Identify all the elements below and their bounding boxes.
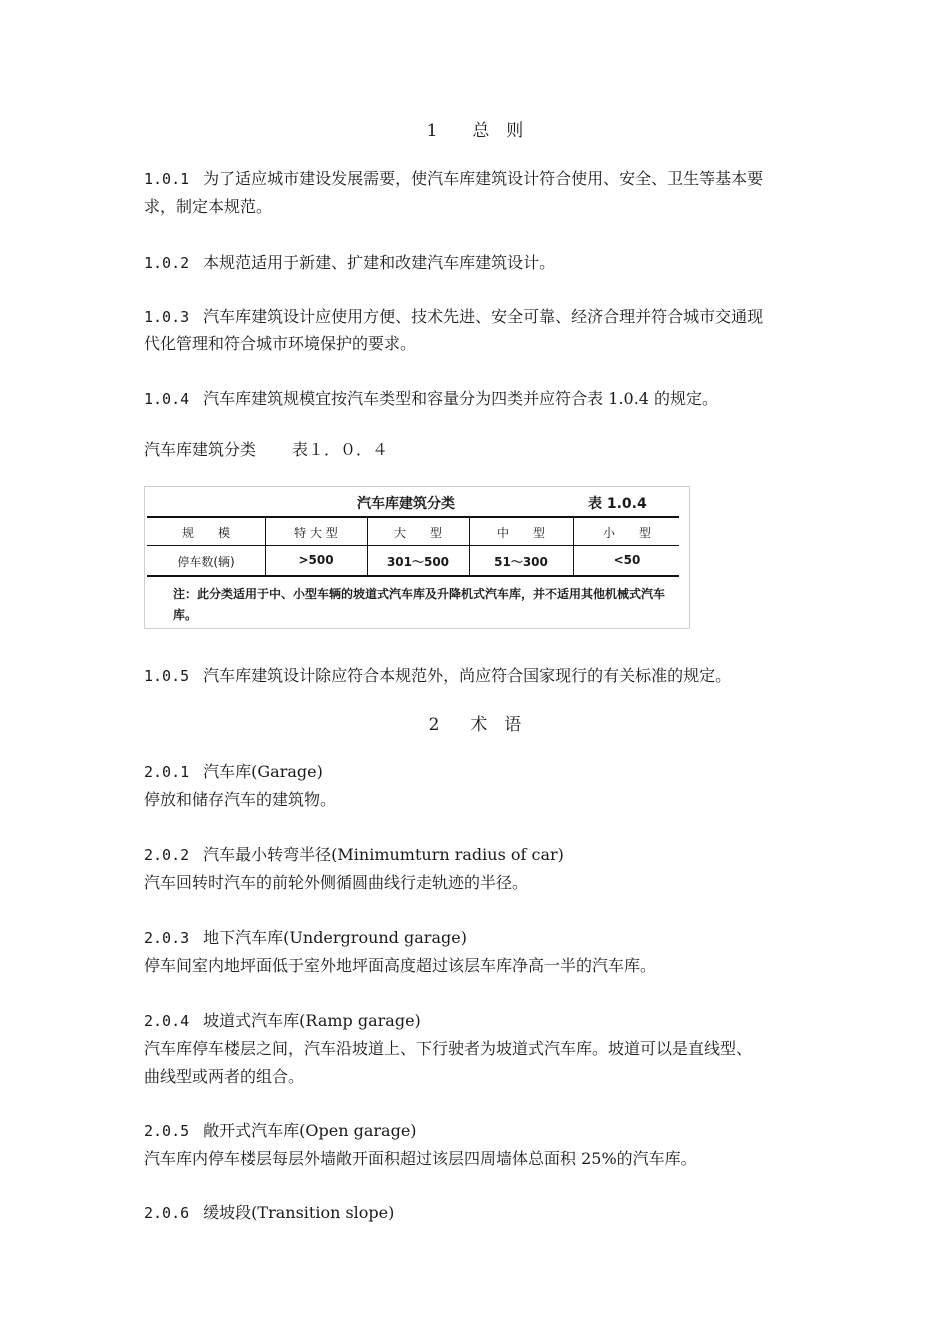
term-id: 2.0.4 (144, 1012, 190, 1030)
term-2-0-2 (144, 844, 564, 866)
clause-id: 1.0.2 (144, 254, 190, 272)
term-definition: 停车间室内地坪面低于室外地坪面高度超过该层车库净高一半的汽车库。 (144, 956, 657, 975)
clause-text: 汽车库建筑设计除应符合本规范外，尚应符合国家现行的有关标准的规定。 (203, 666, 732, 685)
term-definition-cont: 曲线型或两者的组合。 (144, 1067, 305, 1086)
term-id: 2.0.5 (144, 1122, 190, 1140)
term-2-0-3 (144, 927, 467, 949)
table-top-rule (147, 516, 679, 518)
table-header-cell: 小 型 (602, 526, 651, 540)
term-2-0-4 (144, 1010, 421, 1032)
table-col-divider (367, 517, 368, 575)
clause-id: 1.0.5 (144, 667, 190, 685)
table-col-divider (469, 517, 470, 575)
section-2-number: 2 (428, 715, 440, 735)
section-1-heading (0, 116, 950, 141)
clause-text: 为了适应城市建设发展需要，使汽车库建筑设计符合使用、安全、卫生等基本要 (203, 169, 764, 188)
clause-text: 本规范适用于新建、扩建和改建汽车库建筑设计。 (203, 253, 556, 272)
term-id: 2.0.1 (144, 763, 190, 781)
table-caption-text: 汽车库建筑分类 (144, 440, 257, 459)
table-data-cell: 停车数(辆) (177, 555, 235, 569)
clause-text: 汽车库建筑规模宜按汽车类型和容量分为四类并应符合表 1.0.4 的规定。 (203, 389, 719, 408)
table-data-cell: 301～500 (386, 555, 450, 569)
table-image-number: 表 1.0.4 (588, 496, 647, 512)
term-id: 2.0.6 (144, 1204, 190, 1222)
clause-text: 求，制定本规范。 (144, 197, 273, 216)
table-image-title: 汽车库建筑分类 (357, 496, 455, 512)
clause-id: 1.0.4 (144, 390, 190, 408)
clause-1-0-1-cont (144, 196, 272, 218)
term-name: 敞开式汽车库(Open garage) (203, 1121, 417, 1140)
term-2-0-5 (144, 1120, 417, 1142)
clause-text: 代化管理和符合城市环境保护的要求。 (144, 334, 417, 353)
table-middle-rule (147, 545, 679, 546)
section-2-heading (0, 710, 950, 735)
clause-id: 1.0.3 (144, 308, 190, 326)
classification-table-image (144, 486, 690, 629)
clause-1-0-3 (144, 306, 763, 328)
table-header-cell: 规 模 (181, 526, 230, 540)
table-col-divider (573, 517, 574, 575)
clause-1-0-4 (144, 388, 718, 410)
table-caption (144, 439, 388, 461)
term-2-0-1 (144, 761, 323, 783)
term-name: 汽车最小转弯半径(Minimumturn radius of car) (203, 845, 564, 864)
table-bottom-rule (147, 575, 679, 577)
term-id: 2.0.2 (144, 846, 190, 864)
table-data-cell: >500 (298, 553, 334, 567)
term-name: 汽车库(Garage) (203, 762, 323, 781)
term-definition: 停放和储存汽车的建筑物。 (144, 790, 337, 809)
section-2-title: 术 语 (470, 715, 522, 735)
section-1-title: 总 则 (472, 121, 524, 141)
table-header-cell: 特 大 型 (294, 526, 338, 540)
table-note: 注：此分类适用于中、小型车辆的坡道式汽车库及升降机式汽车库，并不适用其他机械式汽车库。 (173, 587, 666, 622)
clause-1-0-3-cont (144, 333, 416, 355)
term-definition: 汽车回转时汽车的前轮外侧循圆曲线行走轨迹的半径。 (144, 873, 529, 892)
term-name: 坡道式汽车库(Ramp garage) (203, 1011, 421, 1030)
term-id: 2.0.3 (144, 929, 190, 947)
term-2-0-6 (144, 1202, 394, 1224)
term-name: 缓坡段(Transition slope) (203, 1203, 395, 1222)
clause-1-0-2 (144, 252, 555, 274)
clause-1-0-1 (144, 168, 763, 190)
table-data-cell: <50 (613, 553, 641, 567)
term-definition: 汽车库停车楼层之间，汽车沿坡道上、下行驶者为坡道式汽车库。坡道可以是直线型、 (144, 1039, 753, 1058)
table-caption-number: 表１．０．４ (292, 440, 389, 459)
clause-1-0-5 (144, 665, 731, 687)
table-col-divider (265, 517, 266, 575)
clause-id: 1.0.1 (144, 170, 190, 188)
table-header-cell: 中 型 (496, 526, 545, 540)
section-1-number: 1 (426, 121, 438, 141)
clause-text: 汽车库建筑设计应使用方便、技术先进、安全可靠、经济合理并符合城市交通现 (203, 307, 764, 326)
table-header-cell: 大 型 (393, 526, 442, 540)
term-definition: 汽车库内停车楼层每层外墙敞开面积超过该层四周墙体总面积 25%的汽车库。 (144, 1149, 697, 1168)
term-name: 地下汽车库(Underground garage) (203, 928, 467, 947)
table-data-cell: 51～300 (494, 555, 548, 569)
